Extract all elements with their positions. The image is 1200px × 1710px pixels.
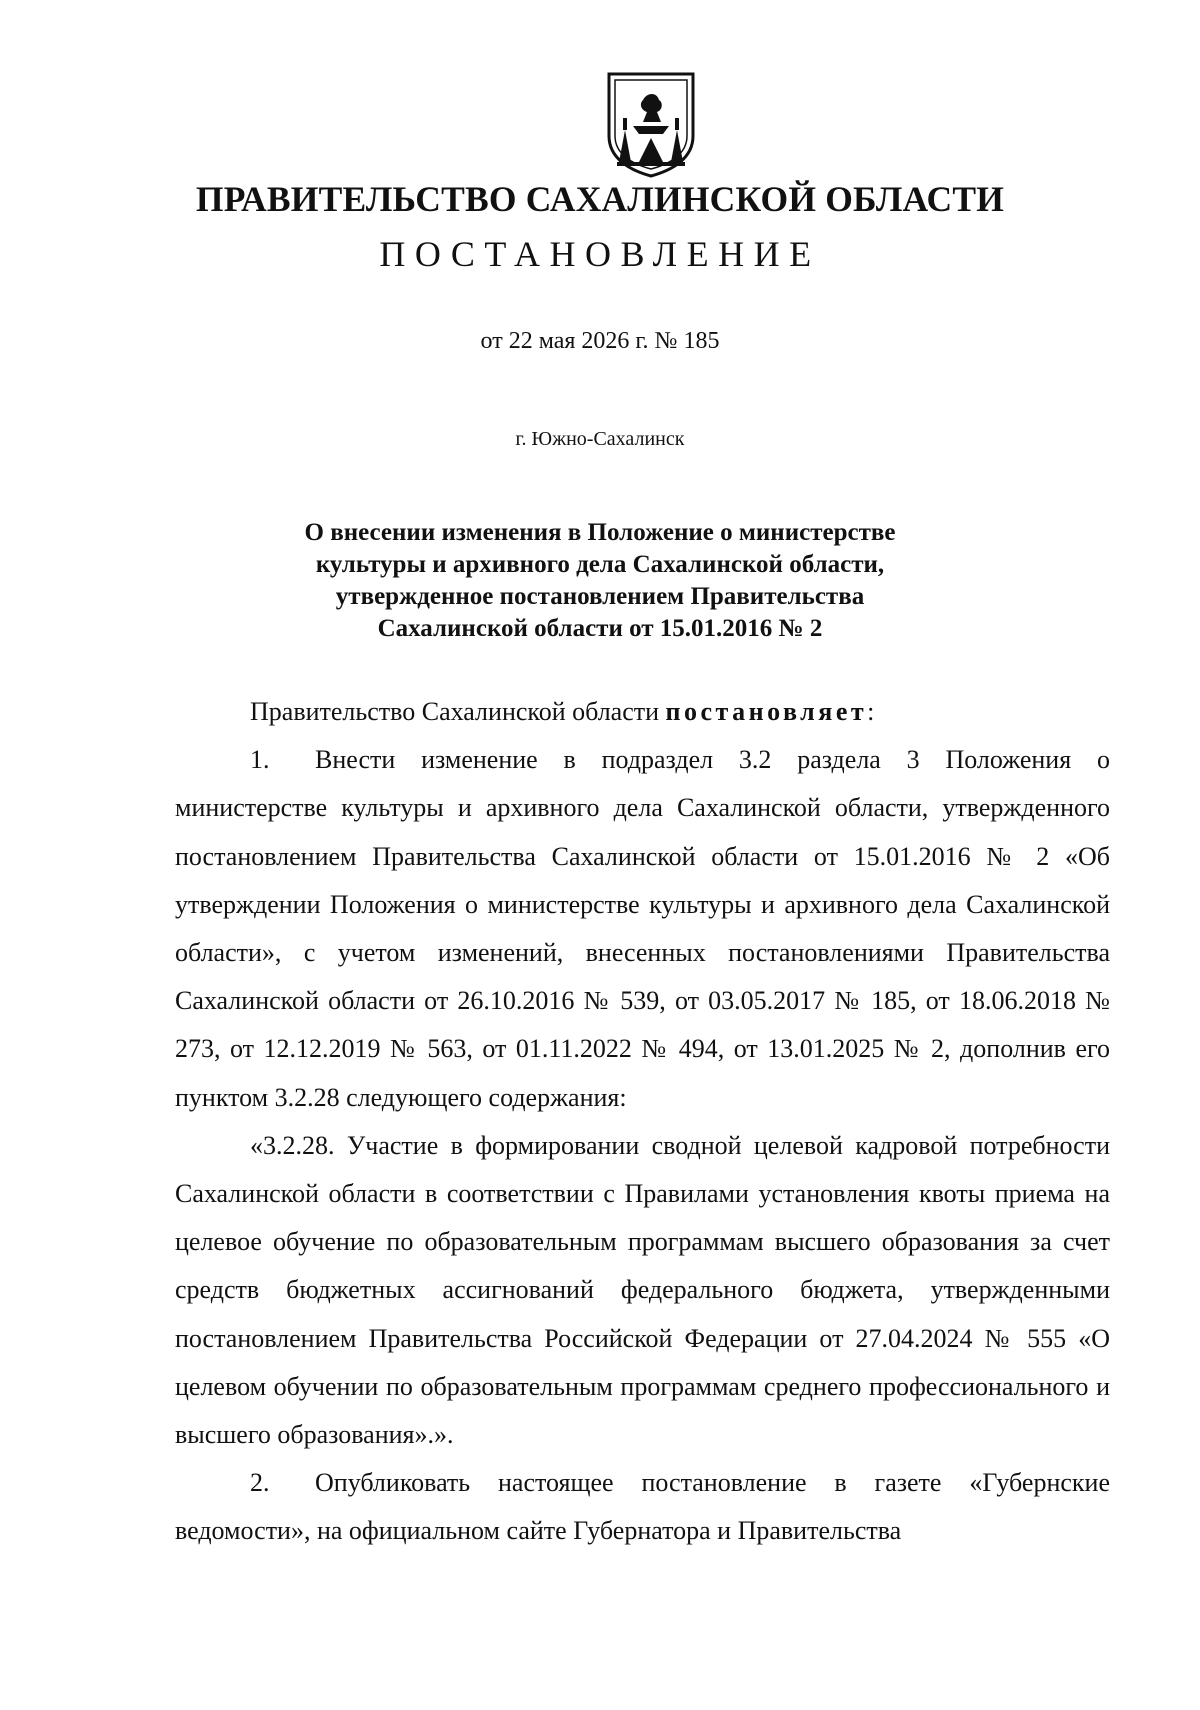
item-1	[175, 736, 1110, 1122]
item-number: 1.	[250, 745, 270, 775]
decree-intro	[175, 688, 1110, 736]
heading-line: Сахалинской области от 15.01.2016 № 2	[377, 615, 823, 642]
document-type: ПОСТАНОВЛЕНИЕ	[379, 234, 821, 274]
item-text: Опубликовать настоящее постановление в газете «Губернские ведомости», на официальном сайте Губернатора и Правительства	[175, 1468, 1110, 1546]
heading-line: культуры и архивного дела Сахалинской области,	[315, 551, 885, 578]
intro-prefix: Правительство Сахалинской области	[250, 697, 666, 726]
document-body	[175, 688, 1110, 1556]
item-1-quote: «3.2.28. Участие в формировании сводной целевой кадровой потребности Сахалинской области в соответствии с Правилами установления квоты приема на целевое обучение по образовательным программам высшего образования за счет средств бюджетных ассигнований федерального бюджета, утвержденными постановлением Правительства Российской Федерации от 27.04.2024 № 555 «О целевом обучении по образовательным программам среднего профессионального и высшего образования».».	[175, 1130, 1110, 1450]
document-city: г. Южно-Сахалинск	[515, 428, 685, 450]
item-2	[175, 1459, 1110, 1555]
coat-of-arms-icon	[603, 70, 699, 178]
document-heading	[0, 517, 1200, 645]
government-title: ПРАВИТЕЛЬСТВО САХАЛИНСКОЙ ОБЛАСТИ	[195, 179, 1005, 219]
heading-line: О внесении изменения в Положение о министерстве	[304, 519, 896, 546]
item-number: 2.	[250, 1468, 270, 1498]
decree-verb: постановляет	[665, 697, 868, 726]
intro-suffix: :	[867, 697, 875, 726]
document-date-number: от 22 мая 2026 г. № 185	[480, 328, 720, 354]
item-text: Внести изменение в подраздел 3.2 раздела 3 Положения о министерстве культуры и архивного дела Сахалинской области, утвержденного постановлением Правительства Сахалинской области от 15.01.2016 № 2 «Об утверждении Положения о министерстве культуры и архивного дела Сахалинской области», с учетом изменений, внесенных постановлениями Правительства Сахалинской области от 26.10.2016 № 539, от 03.05.2017 № 185, от 18.06.2018 № 273, от 12.12.2019 № 563, от 01.11.2022 № 494, от 13.01.2025 № 2, дополнив его пунктом 3.2.28 следующего содержания:	[175, 745, 1110, 1112]
heading-line: утвержденное постановлением Правительства	[335, 583, 865, 610]
